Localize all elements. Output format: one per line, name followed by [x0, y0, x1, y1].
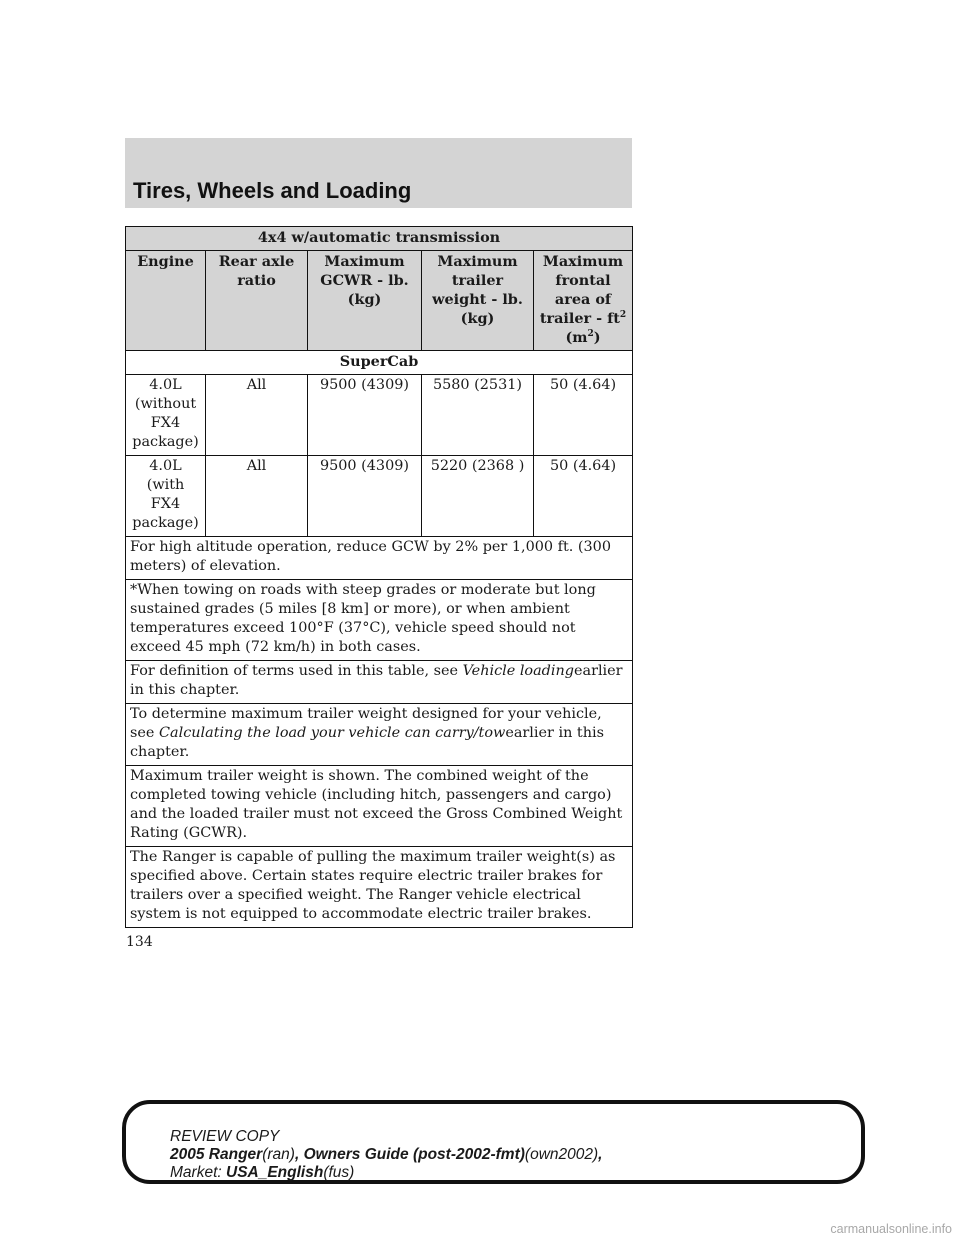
note-towing: *When towing on roads with steep grades or moderate but long sustained grades (5 miles [8 km] or more), or when ambient temperatures exceed 100°F (37°C), vehicle speed should not exceed 45 mph (72 km/h) in both cases. — [126, 580, 633, 661]
review-copy-box — [122, 1100, 865, 1184]
page-number: 134 — [126, 934, 153, 950]
cell-engine: 4.0L (without FX4 package) — [126, 375, 206, 456]
cell-frontal-area: 50 (4.64) — [534, 456, 633, 537]
section-title: Tires, Wheels and Loading — [133, 178, 412, 203]
vehicle-loading-ref: Vehicle loading — [462, 663, 574, 679]
cell-gcwr: 9500 (4309) — [308, 375, 422, 456]
note-row — [126, 661, 633, 704]
towing-spec-table — [125, 226, 633, 928]
column-header-frontal-area — [534, 251, 633, 351]
note-capable: The Ranger is capable of pulling the maximum trailer weight(s) as specified above. Certain states require electric trailer brakes for trailers over a specified weight. The Ranger vehicle electrical system is not equipped to accommodate electric trailer brakes. — [126, 847, 633, 928]
column-header-engine: Engine — [126, 251, 206, 351]
cell-engine: 4.0L (with FX4 package) — [126, 456, 206, 537]
review-model-line: 2005 Ranger(ran), Owners Guide (post-2002-fmt)(own2002), — [170, 1146, 603, 1163]
cell-gcwr: 9500 (4309) — [308, 456, 422, 537]
column-header-trailer-weight: Maximum trailer weight - lb. (kg) — [422, 251, 534, 351]
footer-watermark: carmanualsonline.info — [830, 1222, 952, 1236]
table-title: 4x4 w/automatic transmission — [126, 227, 633, 251]
table-row — [126, 456, 633, 537]
section-label: SuperCab — [126, 351, 633, 375]
note-row — [126, 537, 633, 580]
note-determine: To determine maximum trailer weight designed for your vehicle, see Calculating the load your vehicle can carry/towearlier in this chapter. — [126, 704, 633, 766]
review-market-line: Market: USA_English(fus) — [170, 1164, 355, 1181]
frontal-area-label: Maximum frontal area of trailer - — [539, 253, 624, 327]
cell-trailer-weight: 5580 (2531) — [422, 375, 534, 456]
frontal-area-unit: $ft^2$ $(m^2)$ — [565, 310, 627, 346]
cell-trailer-weight: 5220 (2368 ) — [422, 456, 534, 537]
column-header-gcwr: Maximum GCWR - lb. (kg) — [308, 251, 422, 351]
table-header-row — [126, 251, 633, 351]
note-row — [126, 704, 633, 766]
note-altitude: For high altitude operation, reduce GCW by 2% per 1,000 ft. (300 meters) of elevation. — [126, 537, 633, 580]
note-definition: For definition of terms used in this table, see Vehicle loadingearlier in this chapter. — [126, 661, 633, 704]
note-row — [126, 766, 633, 847]
cell-axle-ratio: All — [206, 375, 308, 456]
review-copy-label: REVIEW COPY — [170, 1128, 280, 1145]
note-max-weight: Maximum trailer weight is shown. The combined weight of the completed towing vehicle (including hitch, passengers and cargo) and the loaded trailer must not exceed the Gross Combined Weight Rating (GCWR). — [126, 766, 633, 847]
column-header-axle-ratio: Rear axle ratio — [206, 251, 308, 351]
cell-frontal-area: 50 (4.64) — [534, 375, 633, 456]
table-title-row — [126, 227, 633, 251]
note-row — [126, 580, 633, 661]
table-row — [126, 375, 633, 456]
calculating-load-ref: Calculating the load your vehicle can carry/tow — [159, 725, 506, 741]
cell-axle-ratio: All — [206, 456, 308, 537]
note-row — [126, 847, 633, 928]
section-row — [126, 351, 633, 375]
